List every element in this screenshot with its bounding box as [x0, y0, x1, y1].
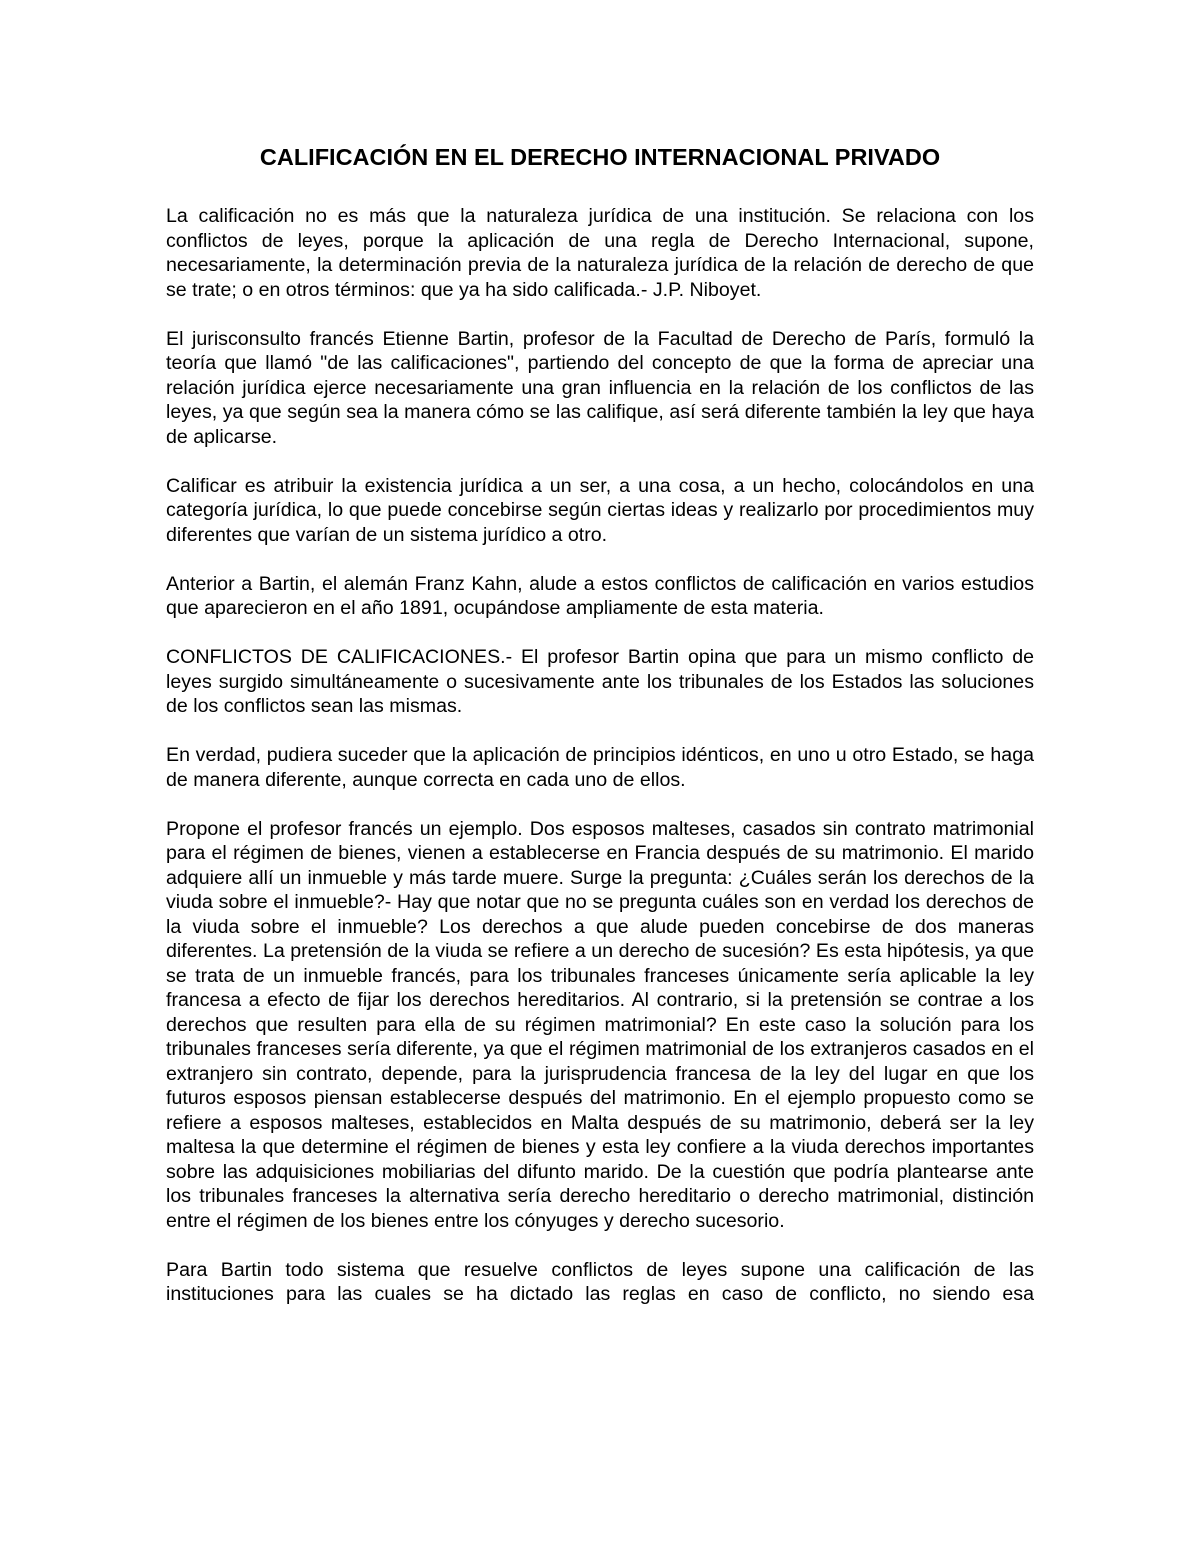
document-body: [166, 204, 1034, 1307]
paragraph-definition: La calificación no es más que la naturaleza jurídica de una institución. Se relaciona con los conflictos de leyes, porque la aplicación de una regla de Derecho Internacional, supone, necesariamente, la determinación previa de la naturaleza jurídica de la relación de derecho de que se trate; o en otros términos: que ya ha sido calificada.- J.P. Niboyet.: [166, 205, 1034, 301]
paragraph-sistema-calificacion: Para Bartin todo sistema que resuelve conflictos de leyes supone una calificación de las instituciones para las cuales se ha dictado las reglas en caso de conflicto, no siendo esa: [166, 1258, 1034, 1305]
paragraph-ejemplo-malteses: Propone el profesor francés un ejemplo. Dos esposos malteses, casados sin contrato matrimonial para el régimen de bienes, vienen a establecerse en Francia después de su matrimonio. El marido adquiere allí un inmueble y más tarde muere. Surge la pregunta: ¿Cuáles serán los derechos de la viuda sobre el inmueble?- Hay que notar que no se pregunta cuáles son en verdad los derechos de la viuda sobre el inmueble? Los derechos a que alude pueden concebirse de dos maneras diferentes. La pretensión de la viuda se refiere a un derecho de sucesión? Es esta hipótesis, ya que se trata de un inmueble francés, para los tribunales franceses únicamente sería aplicable la ley francesa a efecto de fijar los derechos hereditarios. Al contrario, si la pretensión se contrae a los derechos que resulten para ella de su régimen matrimonial? En este caso la solución para los tribunales franceses sería diferente, ya que el régimen matrimonial de los extranjeros casados en el extranjero sin contrato, depende, para la jurisprudencia francesa de la ley del lugar en que los futuros esposos piensan establecerse después del matrimonio. En el ejemplo propuesto como se refiere a esposos malteses, establecidos en Malta después de su matrimonio, deberá ser la ley maltesa la que determine el régimen de bienes y esta ley confiere a la viuda derechos importantes sobre las adquisiciones mobiliarias del difunto marido. De la cuestión que podría plantearse ante los tribunales franceses la alternativa sería derecho hereditario o derecho matrimonial, distinción entre el régimen de los bienes entre los cónyuges y derecho sucesorio.: [166, 817, 1034, 1232]
paragraph-calificar: Calificar es atribuir la existencia jurídica a un ser, a una cosa, a un hecho, colocándolos en una categoría jurídica, lo que puede concebirse según ciertas ideas y realizarlo por procedimientos muy diferentes que varían de un sistema jurídico a otro.: [166, 474, 1034, 546]
document-title: CALIFICACIÓN EN EL DERECHO INTERNACIONAL PRIVADO: [259, 144, 941, 170]
paragraph-en-verdad: En verdad, pudiera suceder que la aplicación de principios idénticos, en uno u otro Estado, se haga de manera diferente, aunque correcta en cada uno de ellos.: [166, 744, 1034, 791]
paragraph-bartin-theory: El jurisconsulto francés Etienne Bartin, profesor de la Facultad de Derecho de París, formuló la teoría que llamó "de las calificaciones", partiendo del concepto de que la forma de apreciar una relación jurídica ejerce necesariamente una gran influencia en la relación de los conflictos de las leyes, ya que según sea la manera cómo se las califique, así será diferente también la ley que haya de aplicarse.: [166, 327, 1034, 448]
paragraph-conflictos-de-calificaciones: CONFLICTOS DE CALIFICACIONES.- El profesor Bartin opina que para un mismo conflicto de leyes surgido simultáneamente o sucesivamente ante los tribunales de los Estados las soluciones de los conflictos sean las mismas.: [166, 646, 1034, 717]
paragraph-franz-kahn: Anterior a Bartin, el alemán Franz Kahn, alude a estos conflictos de calificación en varios estudios que aparecieron en el año 1891, ocupándose ampliamente de esta materia.: [166, 572, 1034, 619]
